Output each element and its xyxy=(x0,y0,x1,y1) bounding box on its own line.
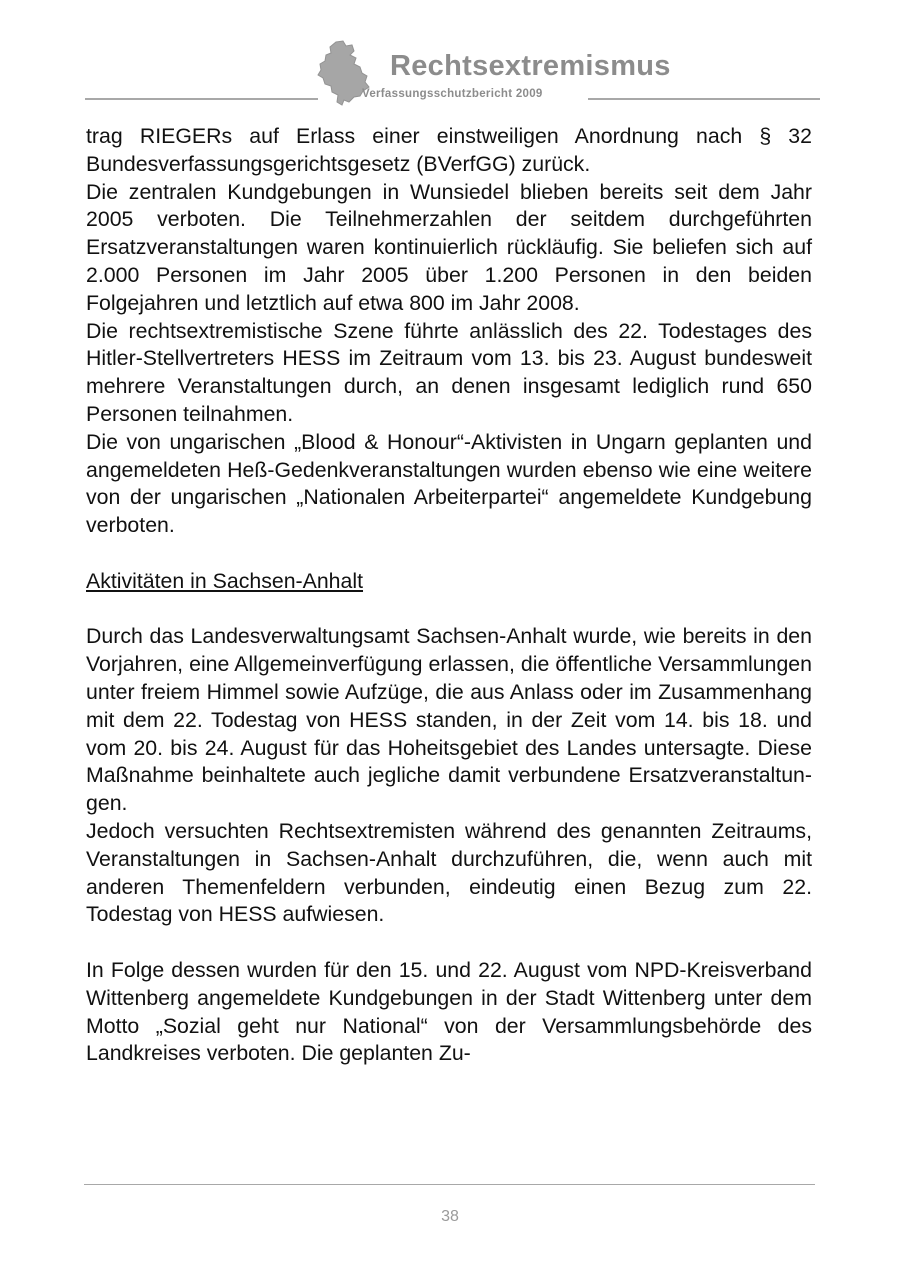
section-heading: Aktivitäten in Sachsen-Anhalt xyxy=(86,568,364,593)
paragraph: Die von ungarischen „Blood & Honour“-Aktivisten in Ungarn geplanten und angemeldeten Heß-Gedenkveranstaltungen wurden ebenso wie eine weitere von der ungarischen „Nationalen Arbeiterpartei“ angemeldete Kundgebung verboten. xyxy=(86,429,812,538)
spacer xyxy=(86,540,812,568)
header-title: Rechtsextremismus xyxy=(390,50,671,82)
paragraph: Die zentralen Kundgebungen in Wunsiedel blieben bereits seit dem Jahr 2005 verboten. Die Teilnehmerzahlen der seitdem durchgeführten Ersatzveranstaltungen waren kontinuierlich rückläufig. Sie beliefen sich auf 2.000 Personen im Jahr 2005 über 1.200 Personen in den beiden Folgejahren und letztlich auf etwa 800 im Jahr 2008. xyxy=(86,179,812,315)
page-body xyxy=(86,123,812,1068)
footer-rule xyxy=(84,1184,815,1185)
page-header xyxy=(0,0,900,110)
header-subtitle: Verfassungsschutzbericht 2009 xyxy=(362,88,543,100)
paragraph: Die rechtsextremistische Szene führte anlässlich des 22. Todestages des Hitler-Stellvertreters HESS im Zeitraum vom 13. bis 23. August bundesweit mehrere Veranstaltungen durch, an denen insgesamt lediglich rund 650 Personen teilnahmen. xyxy=(86,318,812,426)
paragraph: trag RIEGERs auf Erlass einer einstweiligen Anordnung nach § 32 Bundesverfassungsgerichtsgesetz (BVerfGG) zurück. xyxy=(86,124,812,176)
spacer xyxy=(86,596,812,624)
paragraph: Durch das Landesverwaltungsamt Sachsen-Anhalt wurde, wie bereits in den Vorjahren, eine Allgemeinverfügung erlassen, die öffentliche Versammlungen unter freiem Himmel sowie Aufzüge, die aus Anlass oder im Zusammenhang mit dem 22. Todestag von HESS standen, in der Zeit vom 14. bis 18. und vom 20. bis 24. August für das Hoheitsgebiet des Landes untersagte. Diese Maßnahme beinhaltete auch jegliche damit verbundene Ersatzveranstaltungen. xyxy=(86,624,812,816)
page-number: 38 xyxy=(441,1208,459,1225)
paragraph: In Folge dessen wurden für den 15. und 22. August vom NPD-Kreisverband Wittenberg angemeldete Kundgebungen in der Stadt Wittenberg unter dem Motto „Sozial geht nur National“ von der Versammlungsbehörde des Landkreises verboten. Die geplanten Zu- xyxy=(86,957,812,1066)
paragraph: Jedoch versuchten Rechtsextremisten während des genannten Zeitraums, Veranstaltungen in Sachsen-Anhalt durchzuführen, die, wenn auch mit anderen Themenfeldern verbunden, eindeutig einen Bezug zum 22. Todestag von HESS aufwiesen. xyxy=(86,818,812,927)
spacer xyxy=(86,929,812,957)
header-rule-left xyxy=(85,98,318,100)
header-rule-right xyxy=(588,98,820,100)
